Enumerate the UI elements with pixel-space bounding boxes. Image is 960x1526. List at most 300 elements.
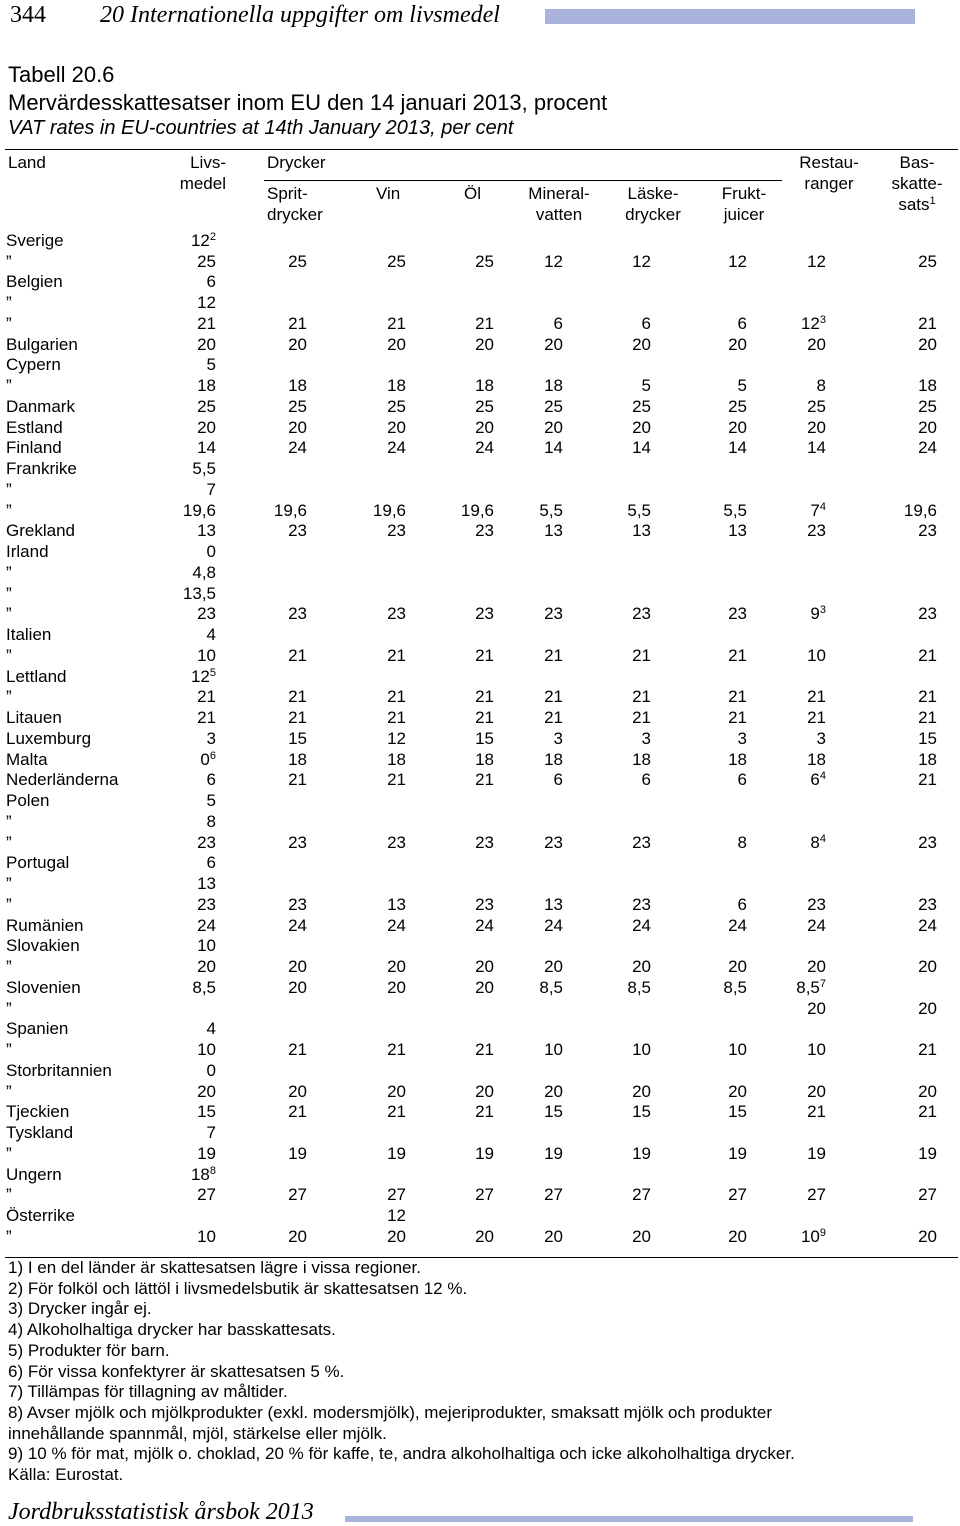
table-row <box>6 292 937 313</box>
footnote-ref: 9 <box>819 1226 826 1239</box>
footnote-line: 8) Avser mjölk och mjölkprodukter (exkl. modersmjölk), mejeriprodukter, smaksatt mjölk och produkter <box>8 1402 773 1422</box>
rate-cell: 8,5 <box>627 977 651 997</box>
rate-cell <box>563 458 651 479</box>
rate-cell: 23 <box>197 832 216 852</box>
rate-cell: 10 <box>728 1040 747 1059</box>
rate-cell: 21 <box>387 645 406 665</box>
rate-cell <box>826 1019 937 1040</box>
rate-cell: 19,6 <box>273 500 307 520</box>
rate-cell: 14 <box>544 438 563 458</box>
table-row <box>6 1226 937 1247</box>
rate-cell <box>406 624 494 645</box>
header-spritdrycker <box>267 183 323 225</box>
table-row <box>6 1143 937 1164</box>
footnote-line: 9) 10 % för mat, mjölk o. choklad, 20 % för kaffe, te, andra alkoholhaltiga och icke alkoholhaltiga drycker. <box>8 1444 795 1464</box>
rate-cell <box>747 832 826 853</box>
rate-cell <box>494 458 563 479</box>
country-cell: Storbritannien <box>6 1060 112 1080</box>
rate-cell <box>747 1060 826 1081</box>
rate-cell: 21 <box>632 645 651 665</box>
country-cell: Litauen <box>6 708 62 727</box>
rate-cell: 24 <box>728 915 747 935</box>
footnote-ref: 8 <box>209 1164 216 1177</box>
rate-cell: 23 <box>288 521 307 541</box>
country-cell: Tjeckien <box>6 1102 70 1122</box>
rate-cell: 20 <box>728 334 747 354</box>
header-bas-line3 <box>884 194 950 215</box>
rate-cell <box>826 811 937 832</box>
rate-cell <box>216 272 307 293</box>
rate-cell: 18 <box>197 376 216 395</box>
rate-cell <box>563 583 651 604</box>
rate-cell <box>563 936 651 957</box>
rate-cell <box>651 1060 747 1081</box>
rate-cell <box>747 1226 826 1247</box>
header-basskattesats <box>884 152 950 215</box>
rate-cell <box>406 479 494 500</box>
rate-cell: 13,5 <box>182 583 216 603</box>
rate-cell: 19 <box>807 1143 826 1163</box>
rate-cell <box>494 936 563 957</box>
rate-cell: 21 <box>387 1102 406 1122</box>
rate-cell: 25 <box>918 396 937 416</box>
rate-cell: 23 <box>475 604 494 624</box>
rate-cell <box>826 541 937 562</box>
rate-cell: 6 <box>206 272 216 292</box>
country-cell: ” <box>6 645 12 665</box>
rate-cell: 20 <box>807 417 826 437</box>
table-row <box>6 873 937 894</box>
rate-cell <box>216 1060 307 1081</box>
rate-cell: 21 <box>288 313 307 333</box>
table-row <box>6 666 937 687</box>
rate-cell: 0 <box>206 542 216 561</box>
rate-cell: 20 <box>728 1226 747 1246</box>
rate-cell: 19,6 <box>903 500 937 520</box>
rate-cell <box>176 230 216 251</box>
rate-cell <box>747 292 826 313</box>
rate-cell: 24 <box>387 915 406 935</box>
header-fruktjuicer <box>716 183 772 225</box>
rate-value: 8 <box>810 832 820 852</box>
footnote-ref: 6 <box>209 749 216 762</box>
rate-cell <box>176 749 216 770</box>
rate-cell <box>651 272 747 293</box>
table-row <box>6 624 937 645</box>
rate-cell: 13 <box>728 521 747 541</box>
rate-cell: 27 <box>288 1185 307 1205</box>
rate-cell: 25 <box>632 396 651 416</box>
rate-cell <box>307 355 406 376</box>
table-top-rule <box>5 149 958 150</box>
rate-cell: 23 <box>807 894 826 914</box>
rate-cell: 20 <box>387 334 406 354</box>
rate-cell: 14 <box>807 438 826 458</box>
rate-cell <box>651 562 747 583</box>
rate-cell: 21 <box>197 313 216 333</box>
rate-cell: 21 <box>728 708 747 727</box>
rate-value: 9 <box>810 604 820 624</box>
table-row <box>6 1164 937 1185</box>
country-cell: Cypern <box>6 355 61 375</box>
table-row <box>6 1122 937 1143</box>
table-row <box>6 355 937 376</box>
rate-cell: 20 <box>288 977 307 997</box>
rate-cell: 23 <box>197 894 216 914</box>
rate-cell <box>651 583 747 604</box>
rate-cell: 24 <box>197 915 216 935</box>
rate-cell: 20 <box>918 1081 937 1101</box>
table-row <box>6 500 937 521</box>
rate-cell: 25 <box>288 251 307 271</box>
rate-cell: 25 <box>918 251 937 271</box>
rate-cell: 5 <box>206 355 216 375</box>
rate-cell <box>494 583 563 604</box>
rate-cell: 20 <box>544 1226 563 1246</box>
rate-cell <box>747 1164 826 1185</box>
rate-cell: 20 <box>387 1081 406 1101</box>
rate-cell: 10 <box>632 1040 651 1059</box>
rate-cell: 14 <box>197 438 216 458</box>
table-row <box>6 894 937 915</box>
rate-cell: 10 <box>544 1040 563 1059</box>
rate-cell <box>651 624 747 645</box>
footnotes <box>8 1258 795 1486</box>
country-cell: Sverige <box>6 230 64 250</box>
rate-cell: 20 <box>387 957 406 976</box>
rate-cell: 5 <box>641 376 651 395</box>
rate-cell <box>307 998 406 1019</box>
rate-cell <box>563 624 651 645</box>
rate-cell <box>826 1122 937 1143</box>
rate-cell: 5,5 <box>192 459 216 478</box>
rate-cell <box>406 1019 494 1040</box>
header-laske-line1: Läske- <box>627 184 679 203</box>
header-livsmedel-line2: medel <box>179 174 226 193</box>
rate-cell: 20 <box>807 1081 826 1101</box>
rate-cell <box>494 1060 563 1081</box>
rate-cell <box>216 936 307 957</box>
rate-cell: 15 <box>918 728 937 748</box>
table-row <box>6 313 937 334</box>
rate-cell <box>826 853 937 874</box>
rate-cell: 10 <box>197 936 216 956</box>
header-land: Land <box>8 153 46 172</box>
footnote-line: 7) Tillämpas för tillagning av måltider. <box>8 1382 288 1402</box>
rate-cell <box>563 873 651 894</box>
rate-cell <box>406 1205 494 1226</box>
rate-cell <box>406 811 494 832</box>
rate-cell <box>651 853 747 874</box>
rate-cell <box>651 541 747 562</box>
rate-cell: 23 <box>387 832 406 852</box>
rate-cell: 15 <box>632 1102 651 1122</box>
rate-cell <box>826 1164 937 1185</box>
rate-cell: 21 <box>918 687 937 707</box>
rate-cell: 18 <box>632 749 651 769</box>
rate-cell: 25 <box>475 396 494 416</box>
rate-cell <box>563 1019 651 1040</box>
rate-cell: 21 <box>288 770 307 790</box>
footnote-ref: 4 <box>819 770 826 783</box>
rate-cell: 20 <box>632 1226 651 1246</box>
rate-cell: 14 <box>632 438 651 458</box>
rate-cell: 24 <box>632 915 651 935</box>
country-cell: ” <box>6 479 12 499</box>
rate-cell: 18 <box>807 749 826 769</box>
rate-cell: 20 <box>475 957 494 976</box>
rate-cell: 19 <box>544 1143 563 1163</box>
table-row <box>6 251 937 272</box>
rate-cell: 8,5 <box>723 977 747 997</box>
rate-value: 8,5 <box>796 977 820 997</box>
rate-cell <box>826 272 937 293</box>
rate-cell <box>216 811 307 832</box>
rate-cell <box>563 666 651 687</box>
rate-cell: 21 <box>475 770 494 790</box>
country-cell: Estland <box>6 417 63 437</box>
footnote-line: 1) I en del länder är skattesatsen lägre i vissa regioner. <box>8 1258 421 1277</box>
rate-cell: 6 <box>641 313 651 333</box>
rate-cell: 20 <box>632 957 651 976</box>
rate-value: 12 <box>190 230 210 250</box>
rate-cell <box>494 998 563 1019</box>
table-row <box>6 334 937 355</box>
rate-cell <box>826 479 937 500</box>
header-mineral-line1: Mineral- <box>528 184 590 203</box>
country-cell: Rumänien <box>6 915 84 935</box>
rate-cell <box>747 458 826 479</box>
rate-cell: 21 <box>387 313 406 333</box>
rate-cell <box>494 1122 563 1143</box>
rate-cell <box>747 770 826 791</box>
rate-cell: 27 <box>728 1185 747 1205</box>
rate-cell: 6 <box>737 313 747 333</box>
rate-cell <box>651 936 747 957</box>
rate-cell: 24 <box>918 915 937 935</box>
rate-cell: 24 <box>807 915 826 935</box>
rate-cell: 5,5 <box>723 500 747 520</box>
header-mineralvatten <box>528 183 590 225</box>
rate-cell <box>563 1205 651 1226</box>
country-cell: Ungern <box>6 1164 62 1184</box>
rate-cell: 13 <box>387 894 406 914</box>
rate-cell: 23 <box>632 894 651 914</box>
rate-cell: 21 <box>807 708 826 727</box>
table-row <box>6 230 937 251</box>
rate-cell: 23 <box>475 832 494 852</box>
table-row <box>6 1081 937 1102</box>
rate-cell: 20 <box>918 417 937 437</box>
rate-cell: 24 <box>387 438 406 458</box>
rate-cell <box>826 1205 937 1226</box>
rate-cell: 12 <box>807 251 826 271</box>
rate-cell: 4,8 <box>192 562 216 582</box>
rate-cell <box>826 977 937 998</box>
rate-cell <box>494 541 563 562</box>
header-laske-line2: drycker <box>625 205 681 224</box>
rate-cell: 21 <box>544 687 563 707</box>
rate-cell: 21 <box>197 708 216 727</box>
rate-cell: 25 <box>728 396 747 416</box>
rate-cell <box>651 998 747 1019</box>
rate-cell: 27 <box>544 1185 563 1205</box>
table-row <box>6 728 937 749</box>
rate-cell: 20 <box>918 957 937 976</box>
header-rest-line2: ranger <box>804 174 854 193</box>
rate-cell <box>494 230 563 251</box>
header-bas-label: sats <box>898 195 930 214</box>
rate-cell: 25 <box>288 396 307 416</box>
rate-cell <box>563 811 651 832</box>
rate-cell: 18 <box>918 376 937 395</box>
country-cell: Bulgarien <box>6 334 78 354</box>
rate-cell <box>747 355 826 376</box>
rate-cell: 19 <box>728 1143 747 1163</box>
rate-cell: 25 <box>544 396 563 416</box>
rate-value: 0 <box>200 749 210 769</box>
rate-cell: 23 <box>288 832 307 852</box>
footnote-ref: 4 <box>819 832 826 845</box>
rate-cell: 20 <box>387 977 406 997</box>
rate-cell <box>176 666 216 687</box>
rate-cell: 21 <box>288 687 307 707</box>
rate-cell <box>494 666 563 687</box>
rate-cell: 13 <box>197 521 216 541</box>
rate-cell: 25 <box>197 251 216 271</box>
rate-cell: 21 <box>632 687 651 707</box>
country-cell: Malta <box>6 749 48 769</box>
table-row <box>6 396 937 417</box>
table-row <box>6 998 937 1019</box>
country-cell: ” <box>6 1143 12 1163</box>
rate-cell: 4 <box>206 1019 216 1039</box>
rate-cell <box>494 272 563 293</box>
table-row <box>6 417 937 438</box>
header-drycker: Drycker <box>267 153 326 172</box>
rate-cell: 7 <box>206 479 216 499</box>
rate-cell: 3 <box>206 728 216 748</box>
rate-cell: 18 <box>288 749 307 769</box>
rate-cell: 20 <box>728 1081 747 1101</box>
country-cell: ” <box>6 1081 12 1101</box>
rate-cell <box>747 230 826 251</box>
rate-cell: 12 <box>387 1206 406 1225</box>
rate-cell: 23 <box>728 604 747 624</box>
rate-cell: 19 <box>197 1143 216 1163</box>
rate-cell: 21 <box>387 770 406 790</box>
rate-cell <box>747 272 826 293</box>
rate-cell <box>651 355 747 376</box>
rate-cell <box>651 230 747 251</box>
rate-cell: 18 <box>387 376 406 395</box>
rate-cell: 21 <box>918 708 937 727</box>
footnote-line: Källa: Eurostat. <box>8 1465 124 1485</box>
rate-cell: 25 <box>475 251 494 271</box>
table-row <box>6 811 937 832</box>
rate-cell <box>406 541 494 562</box>
country-cell: Grekland <box>6 521 75 541</box>
rate-cell: 21 <box>475 687 494 707</box>
table-row <box>6 1039 937 1060</box>
header-livsmedel <box>168 152 226 194</box>
rate-cell <box>651 458 747 479</box>
header-laskedrycker <box>620 183 686 225</box>
country-cell: ” <box>6 500 12 520</box>
rate-cell <box>216 998 307 1019</box>
rate-cell <box>216 1122 307 1143</box>
country-cell: ” <box>6 811 12 831</box>
rate-cell <box>307 790 406 811</box>
rate-cell <box>826 1060 937 1081</box>
chapter-title: 20 Internationella uppgifter om livsmedel <box>100 2 500 28</box>
rate-cell <box>406 230 494 251</box>
rate-cell <box>826 666 937 687</box>
rate-cell: 12 <box>197 293 216 312</box>
rate-cell: 15 <box>544 1102 563 1122</box>
header-ol: Öl <box>464 184 481 203</box>
rate-cell <box>307 624 406 645</box>
table-row <box>6 936 937 957</box>
table-row <box>6 790 937 811</box>
rate-cell: 6 <box>553 313 563 333</box>
rate-cell <box>826 458 937 479</box>
rate-cell <box>216 458 307 479</box>
rate-cell: 23 <box>197 604 216 624</box>
rate-value: 12 <box>800 313 820 333</box>
rate-cell: 23 <box>632 604 651 624</box>
country-cell: Portugal <box>6 853 70 873</box>
rate-cell: 10 <box>197 1040 216 1059</box>
rate-cell: 3 <box>641 728 651 748</box>
rate-cell: 5 <box>206 791 216 810</box>
rate-cell <box>307 811 406 832</box>
vat-rates-table <box>6 230 937 1247</box>
rate-cell <box>747 313 826 334</box>
rate-cell: 21 <box>807 687 826 707</box>
rate-cell <box>563 272 651 293</box>
country-cell: ” <box>6 583 12 603</box>
rate-cell: 20 <box>475 1081 494 1101</box>
rate-cell <box>747 977 826 998</box>
rate-cell: 21 <box>728 645 747 665</box>
rate-cell: 21 <box>544 645 563 665</box>
rate-cell <box>651 1019 747 1040</box>
rate-cell: 21 <box>475 645 494 665</box>
rate-cell <box>307 1060 406 1081</box>
rate-cell: 20 <box>288 334 307 354</box>
rate-cell: 25 <box>387 251 406 271</box>
header-rest-line1: Restau- <box>799 153 859 172</box>
rate-cell: 24 <box>288 438 307 458</box>
country-cell: ” <box>6 832 12 852</box>
country-cell: ” <box>6 687 12 707</box>
rate-cell <box>826 936 937 957</box>
header-bas-line2: skatte- <box>891 174 943 193</box>
rate-cell <box>494 790 563 811</box>
rate-cell <box>494 811 563 832</box>
rate-cell: 23 <box>288 894 307 914</box>
rate-cell: 21 <box>632 708 651 727</box>
rate-cell: 20 <box>197 417 216 437</box>
rate-cell <box>307 1019 406 1040</box>
rate-cell: 21 <box>807 1102 826 1122</box>
table-row <box>6 375 937 396</box>
table-row <box>6 915 937 936</box>
rate-cell <box>563 1164 651 1185</box>
rate-cell: 3 <box>553 728 563 748</box>
table-row <box>6 956 937 977</box>
